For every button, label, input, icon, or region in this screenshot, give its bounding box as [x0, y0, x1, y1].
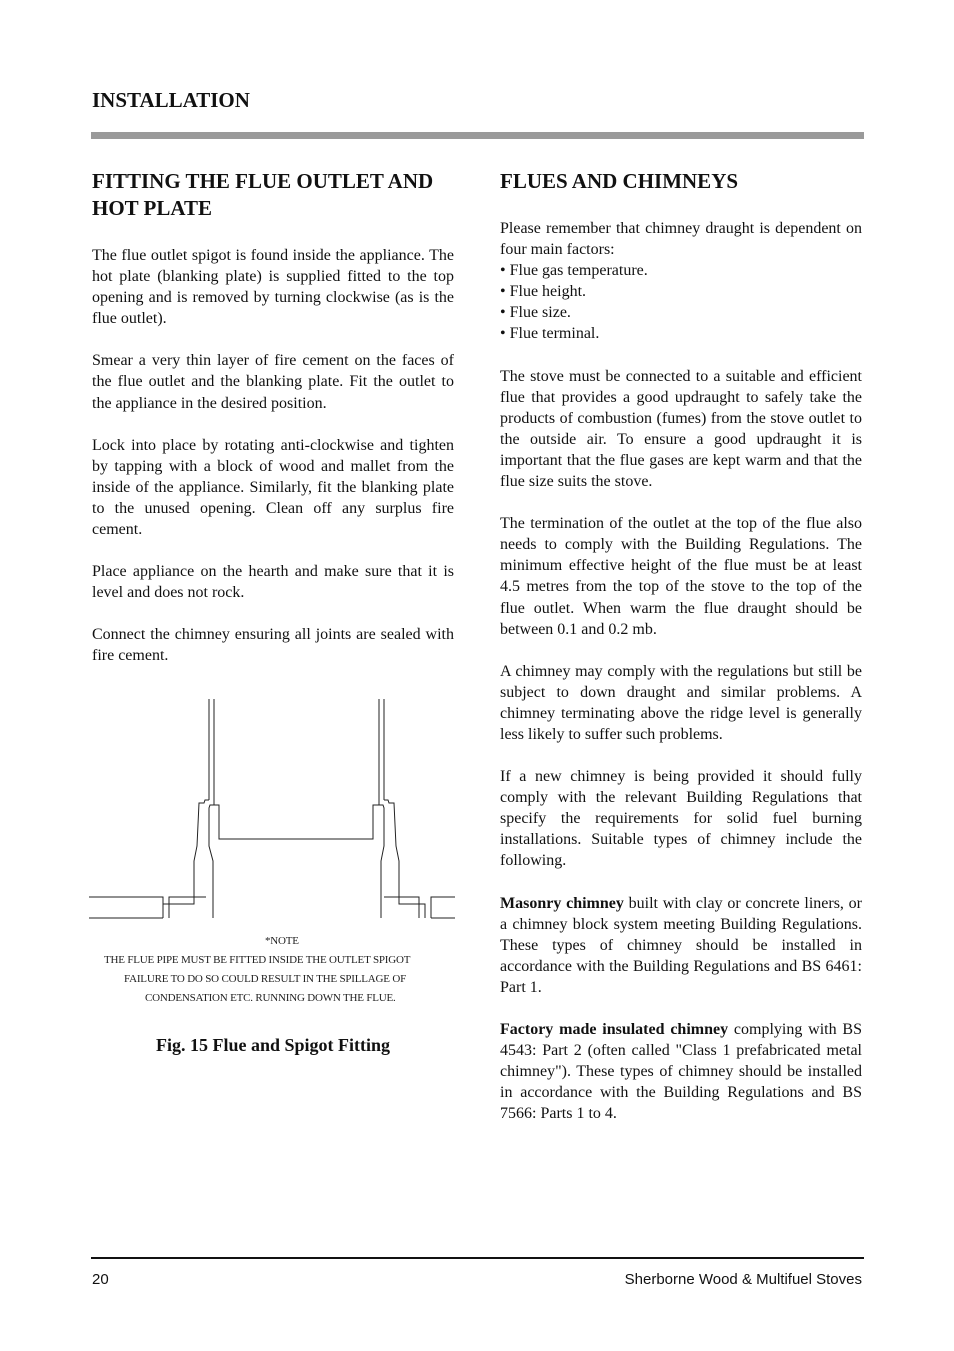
term-masonry-chimney: Masonry chimney — [500, 894, 624, 912]
right-column — [500, 168, 862, 1145]
paragraph: Connect the chimney ensuring all joints are sealed with fire cement. — [92, 626, 454, 665]
flue-spigot-diagram — [88, 696, 456, 920]
list-item: • Flue size. — [500, 302, 862, 323]
factor-list — [500, 260, 862, 344]
outlet-spigot-inner-left — [209, 805, 214, 918]
section-heading-flue-outlet: FITTING THE FLUE OUTLET AND HOT PLATE — [92, 169, 434, 220]
page-number: 20 — [92, 1271, 109, 1288]
flue-pipe-right-wall — [379, 699, 384, 805]
title-rule — [91, 132, 864, 139]
paragraph: Please remember that chimney draught is dependent on four main factors: — [500, 220, 862, 259]
masonry-chimney-paragraph — [500, 893, 862, 998]
list-item: • Flue gas temperature. — [500, 260, 862, 281]
section-heading-flues-chimneys: FLUES AND CHIMNEYS — [500, 169, 739, 193]
paragraph: Place appliance on the hearth and make sure that it is level and does not rock. — [92, 563, 454, 602]
note-title: *NOTE — [265, 935, 299, 947]
term-factory-chimney: Factory made insulated chimney — [500, 1021, 729, 1038]
note-line: THE FLUE PIPE MUST BE FITTED INSIDE THE OUTLET SPIGOT — [104, 954, 411, 966]
paragraph: If a new chimney is being provided it should fully comply with the relevant Building Regulations that specify the requirements for solid fuel burning installations. Suitable types of chimney include the following. — [500, 768, 862, 870]
masonry-chimney-text: built with clay or concrete liners, or a chimney block system meeting Building Regulations. These types of chimney should be installed in accordance with the Building Regulations and BS 6461: Part 1. — [500, 894, 863, 996]
note-line: FAILURE TO DO SO COULD RESULT IN THE SPILLAGE OF — [124, 973, 407, 985]
stove-top-center-right — [384, 897, 419, 918]
outlet-spigot-outer-left — [163, 800, 209, 918]
paragraph: The stove must be connected to a suitable and efficient flue that provides a good updraught to safely take the products of combustion (fumes) from the stove outlet to the outside air. To ensure a good updraught it is important that the flue gases are kept warm and that the flue size suits the stove. — [500, 367, 862, 491]
paragraph: The termination of the outlet at the top of the flue also needs to comply with the Building Regulations. The minimum effective height of the flue must be at least 4.5 metres from the top of the stove to the top of the flue outlet. When warm the flue draught should be between 0.1 and 0.2 mb. — [500, 515, 862, 638]
outlet-spigot-inner-right — [379, 805, 384, 918]
flue-pipe-left-wall — [209, 699, 214, 805]
paragraph: Lock into place by rotating anti-clockwise and tighten by tapping with a block of wood and mallet from the inside of the appliance. Similarly, fit the blanking plate to the unused opening. Clean off any surplus fire cement. — [92, 436, 454, 539]
footer-title: Sherborne Wood & Multifuel Stoves — [624, 1271, 862, 1288]
paragraph: A chimney may comply with the regulations but still be subject to down draught and similar problems. A chimney terminating above the ridge level is generally less likely to suffer such problems. — [500, 662, 862, 743]
outlet-spigot-left — [214, 805, 379, 839]
stove-top-left — [89, 897, 163, 918]
paragraph: The flue outlet spigot is found inside the appliance. The hot plate (blanking plate) is supplied fitted to the top opening and is removed by turning clockwise (as is the flue outlet). — [92, 247, 454, 328]
footer-rule — [91, 1257, 864, 1259]
list-item: • Flue terminal. — [500, 323, 862, 344]
stove-top-right — [431, 897, 455, 918]
page-title: INSTALLATION — [92, 88, 250, 112]
stove-top-center-left — [169, 897, 206, 918]
list-item: • Flue height. — [500, 281, 862, 302]
factory-chimney-text: complying with BS 4543: Part 2 (often called "Class 1 prefabricated metal chimney"). These types of chimney should be installed in accordance with the Building Regulations and BS 7566: Parts 1 to 4. — [500, 1021, 862, 1123]
paragraph: Smear a very thin layer of fire cement on the faces of the flue outlet and the blanking plate. Fit the outlet to the appliance in the desired position. — [92, 352, 454, 412]
figure-note — [100, 932, 440, 1008]
figure-caption: Fig. 15 Flue and Spigot Fitting — [155, 1035, 391, 1055]
left-column — [92, 168, 454, 688]
note-line: CONDENSATION ETC. RUNNING DOWN THE FLUE. — [145, 992, 396, 1004]
factory-chimney-paragraph — [500, 1019, 862, 1124]
